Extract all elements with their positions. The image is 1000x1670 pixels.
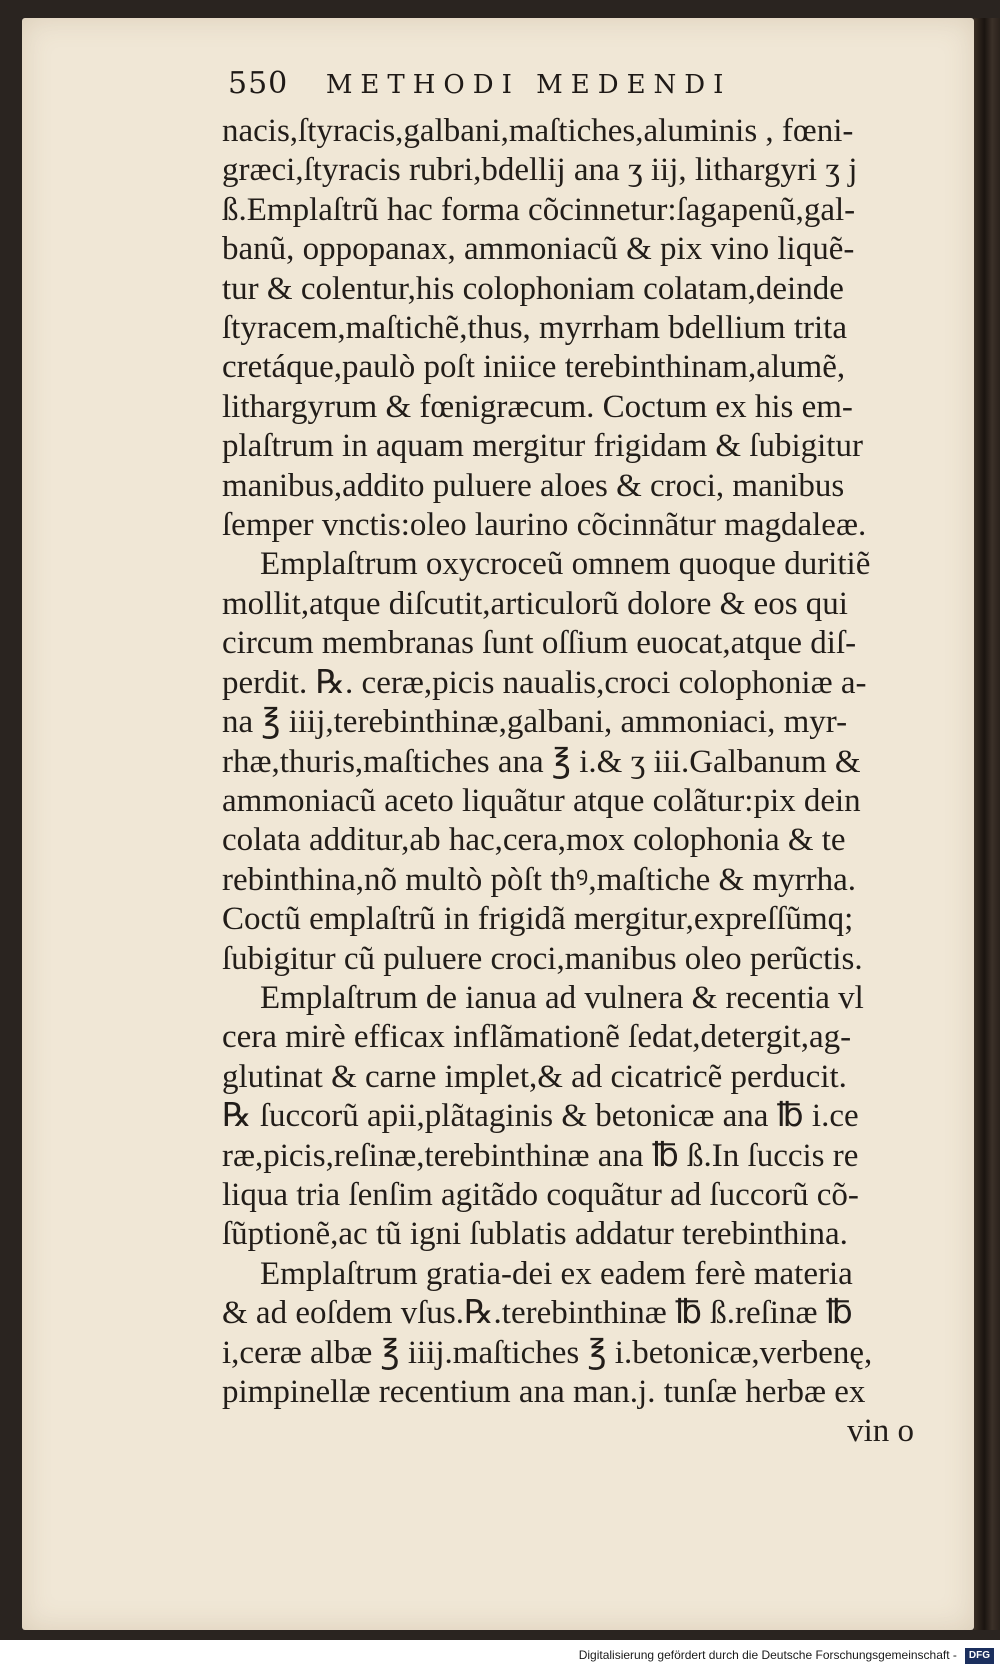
text-line: na ℥ iiij,terebinthinæ,galbani, ammoniaci, myr- bbox=[222, 704, 848, 741]
funding-note: Digitalisierung gefördert durch die Deutsche Forschungsgemeinschaft - bbox=[578, 1648, 957, 1662]
text-line: ſtyracem,maſtichẽ,thus, myrrham bdellium trita bbox=[222, 310, 847, 347]
digitization-footer bbox=[0, 1640, 1000, 1670]
text-line: pimpinellæ recentium ana man.j. tunſæ herbæ ex bbox=[222, 1374, 866, 1410]
text-line: ſũptionẽ,ac tũ igni ſublatis addatur terebinthina. bbox=[222, 1216, 848, 1253]
text-line: i,ceræ albæ ℥ iiij.maſtiches ℥ i.betonicæ,verbenę, bbox=[222, 1334, 873, 1371]
running-title: METHODI MEDENDI bbox=[325, 70, 732, 100]
text-line: ſubigitur cũ puluere croci,manibus oleo perũctis. bbox=[222, 940, 863, 977]
text-line: & ad eoſdem vſus.℞.terebinthinæ ℔ ß.reſinæ ℔ bbox=[222, 1295, 853, 1332]
text-line: Emplaſtrum oxycroceũ omnem quoque duritiẽ bbox=[260, 546, 871, 583]
book-spine-edge bbox=[974, 18, 1000, 1630]
text-line: ℞ ſuccorũ apii,plãtaginis & betonicæ ana ℔ i.ce bbox=[222, 1098, 859, 1135]
text-line: perdit. ℞. ceræ,picis naualis,croci colophoniæ a- bbox=[222, 664, 867, 701]
body-text bbox=[222, 112, 942, 1452]
text-line: glutinat & carne implet,& ad cicatricẽ perducit. bbox=[222, 1058, 847, 1095]
text-line: plaſtrum in aquam mergitur frigidam & ſubigitur bbox=[222, 428, 863, 465]
catchword: vin o bbox=[847, 1413, 914, 1450]
text-line: Coctũ emplaſtrũ in frigidã mergitur,expreſſũmq; bbox=[222, 901, 854, 938]
text-line: ſemper vnctis:oleo laurino cõcinnãtur magdaleæ. bbox=[222, 507, 867, 544]
page-header bbox=[228, 64, 948, 105]
text-line: ß.Emplaſtrũ hac forma cõcinnetur:ſagapenũ,gal- bbox=[222, 191, 856, 228]
text-line: banũ, oppopanax, ammoniacũ & pix vino liquẽ- bbox=[222, 231, 855, 268]
text-line: rhæ,thuris,maſtiches ana ℥ i.& ʒ iii.Galbanum & bbox=[222, 743, 861, 780]
text-line: cretáque,paulò poſt iniice terebinthinam,alumẽ, bbox=[222, 349, 846, 386]
text-line: cera mirè efficax inflãmationẽ ſedat,detergit,ag- bbox=[222, 1019, 852, 1056]
text-line: Emplaſtrum gratia-dei ex eadem ferè materia bbox=[260, 1255, 853, 1292]
text-line: manibus,addito puluere aloes & croci, manibus bbox=[222, 467, 845, 504]
text-line: circum membranas ſunt oſſium euocat,atque diſ- bbox=[222, 625, 857, 662]
dfg-logo: DFG bbox=[965, 1648, 994, 1664]
text-line: colata additur,ab hac,cera,mox colophonia & te bbox=[222, 822, 846, 859]
text-line: ræ,picis,reſinæ,terebinthinæ ana ℔ ß.In ſuccis re bbox=[222, 1137, 859, 1174]
text-line: lithargyrum & fœnigræcum. Coctum ex his em- bbox=[222, 388, 853, 425]
text-line: ammoniacũ aceto liquãtur atque colãtur:pix dein bbox=[222, 782, 861, 819]
page-number: 550 bbox=[228, 66, 289, 101]
text-line: tur & colentur,his colophoniam colatam,deinde bbox=[222, 270, 844, 307]
text-line: Emplaſtrum de ianua ad vulnera & recentia vl bbox=[260, 979, 864, 1016]
text-line: rebinthina,nõ multò pòſt thꝰ,maſtiche & myrrha. bbox=[222, 861, 856, 898]
text-line: liqua tria ſenſim agitãdo coquãtur ad ſuccorũ cõ- bbox=[222, 1176, 859, 1213]
text-line: nacis,ſtyracis,galbani,maſtiches,aluminis , fœni- bbox=[222, 113, 854, 149]
text-line: mollit,atque diſcutit,articulorũ dolore & eos qui bbox=[222, 585, 848, 622]
text-line: græci,ſtyracis rubri,bdellij ana ʒ iij, lithargyri ʒ j bbox=[222, 152, 858, 189]
